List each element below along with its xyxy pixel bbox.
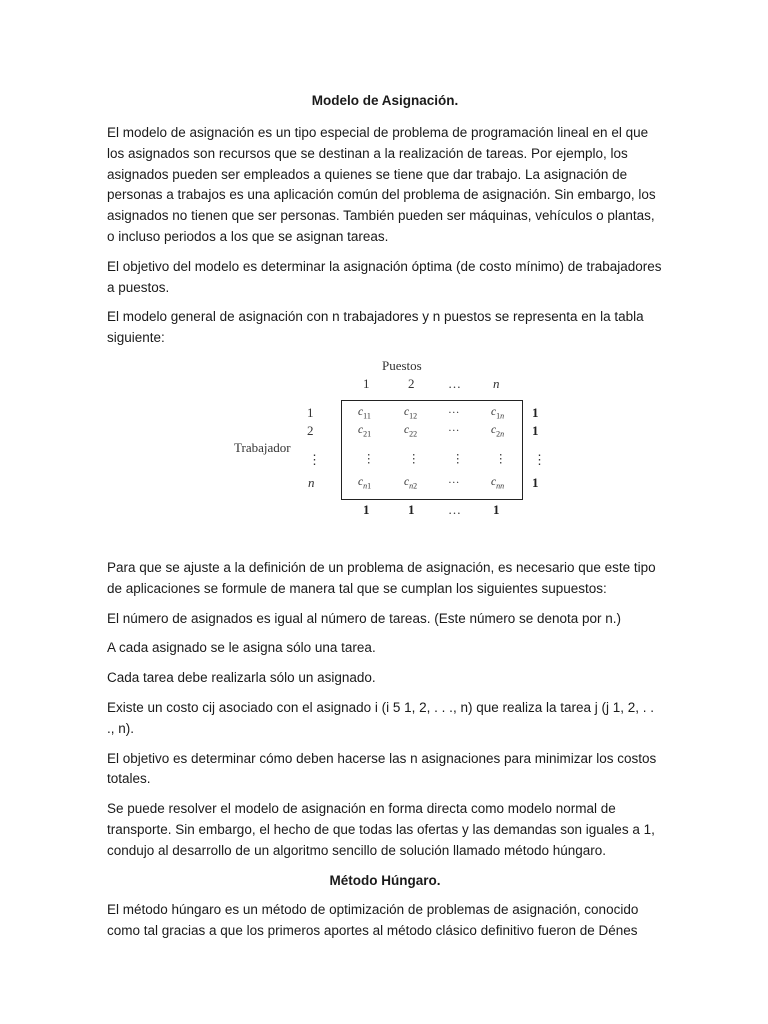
col-label-1: 1 xyxy=(363,375,370,391)
paragraph-intro: El modelo de asignación es un tipo especial de problema de programación lineal en el que los asignados son recursos que se destinan a la realización de tareas. Por ejemplo, los asignados pueden ser empleados a quienes se tiene que dar trabajo. La asignación de personas a trabajos es una aplicación común del problema de asignación. Sin embargo, los asignados no tienen que ser personas. También pueden ser máquinas, vehículos o plantas, o incluso periodos a los que se asignan tareas. xyxy=(107,125,656,244)
paragraph-objective-2: El objetivo es determinar cómo deben hacerse las n asignaciones para minimizar los costos totales. xyxy=(107,750,657,787)
row-label-2: 2 xyxy=(307,422,314,438)
cell-vdots-1: ⋮ xyxy=(363,452,375,465)
supply-1: 1 xyxy=(532,404,539,420)
cell-cnn: $c_{nn}$ xyxy=(491,475,505,491)
col-label-n: n xyxy=(493,375,500,391)
demand-2: 1 xyxy=(408,501,415,517)
paragraph-assumption-4: Existe un costo cij asociado con el asignado i (i 5 1, 2, . . ., n) que realiza la tarea j (j 1, 2, . . ., n). xyxy=(107,699,655,736)
paragraph-assumption-2: A cada asignado se le asigna sólo una tarea. xyxy=(107,640,376,656)
document-page xyxy=(107,92,663,951)
supply-n: 1 xyxy=(532,474,539,490)
paragraph-general-model: El modelo general de asignación con n trabajadores y n puestos se representa en la tabla siguiente: xyxy=(107,309,644,346)
cell-c22: $c_{22}$ xyxy=(404,423,418,439)
paragraph-hungarian-intro: El método húngaro es un método de optimización de problemas de asignación, conocido como tal gracias a que los primeros aportes al método clásico definitivo fueron de Dénes xyxy=(107,902,639,939)
cell-cn2: $c_{n2}$ xyxy=(404,475,418,491)
cell-vdots-4: ⋮ xyxy=(495,452,507,465)
paragraph-objective: El objetivo del modelo es determinar la asignación óptima (de costo mínimo) de trabajadores a puestos. xyxy=(107,258,662,295)
supply-dots: ⋮ xyxy=(533,451,546,467)
cell-c12: $c_{12}$ xyxy=(404,405,418,421)
col-label-2: 2 xyxy=(408,375,415,391)
cell-c2n: $c_{2n}$ xyxy=(491,423,505,439)
cell-c21: $c_{21}$ xyxy=(358,423,372,439)
row-label-dots: ⋮ xyxy=(308,451,321,467)
paragraph-assumption-1: El número de asignados es igual al número de tareas. (Este número se denota por n.) xyxy=(107,610,622,626)
cell-dots-r1: … xyxy=(448,403,460,416)
cell-dots-r2: … xyxy=(448,421,460,434)
cell-vdots-2: ⋮ xyxy=(408,452,420,465)
document-title: Modelo de Asignación. xyxy=(311,93,459,108)
paragraph-solution: Se puede resolver el modelo de asignación en forma directa como modelo normal de transporte. Sin embargo, el hecho de que todas las ofertas y las demandas son iguales a 1, condujo al desarrollo de un algoritmo sencillo de solución llamado método húngaro. xyxy=(107,801,655,858)
cell-c11: $c_{11}$ xyxy=(358,405,371,421)
supply-2: 1 xyxy=(532,422,539,438)
cell-c1n: $c_{1n}$ xyxy=(491,405,505,421)
assignment-table-figure xyxy=(107,358,663,548)
paragraph-definition: Para que se ajuste a la definición de un problema de asignación, es necesario que este tipo de aplicaciones se formule de manera tal que se cumplan los siguientes supuestos: xyxy=(107,559,656,596)
demand-dots: … xyxy=(448,501,461,517)
section-title-metodo-hungaro: Método Húngaro. xyxy=(329,872,441,888)
col-label-dots: … xyxy=(448,375,461,391)
demand-n: 1 xyxy=(493,501,500,517)
cell-cn1: $c_{n1}$ xyxy=(358,475,372,491)
row-header-trabajador: Trabajador xyxy=(234,439,291,455)
demand-1: 1 xyxy=(363,501,370,517)
row-label-n: n xyxy=(308,474,315,490)
paragraph-assumption-3: Cada tarea debe realizarla sólo un asignado. xyxy=(107,670,376,686)
cell-vdots-3: ⋮ xyxy=(452,452,464,465)
table-header-puestos: Puestos xyxy=(382,357,422,373)
cell-dots-rn: … xyxy=(448,473,460,486)
row-label-1: 1 xyxy=(307,404,314,420)
